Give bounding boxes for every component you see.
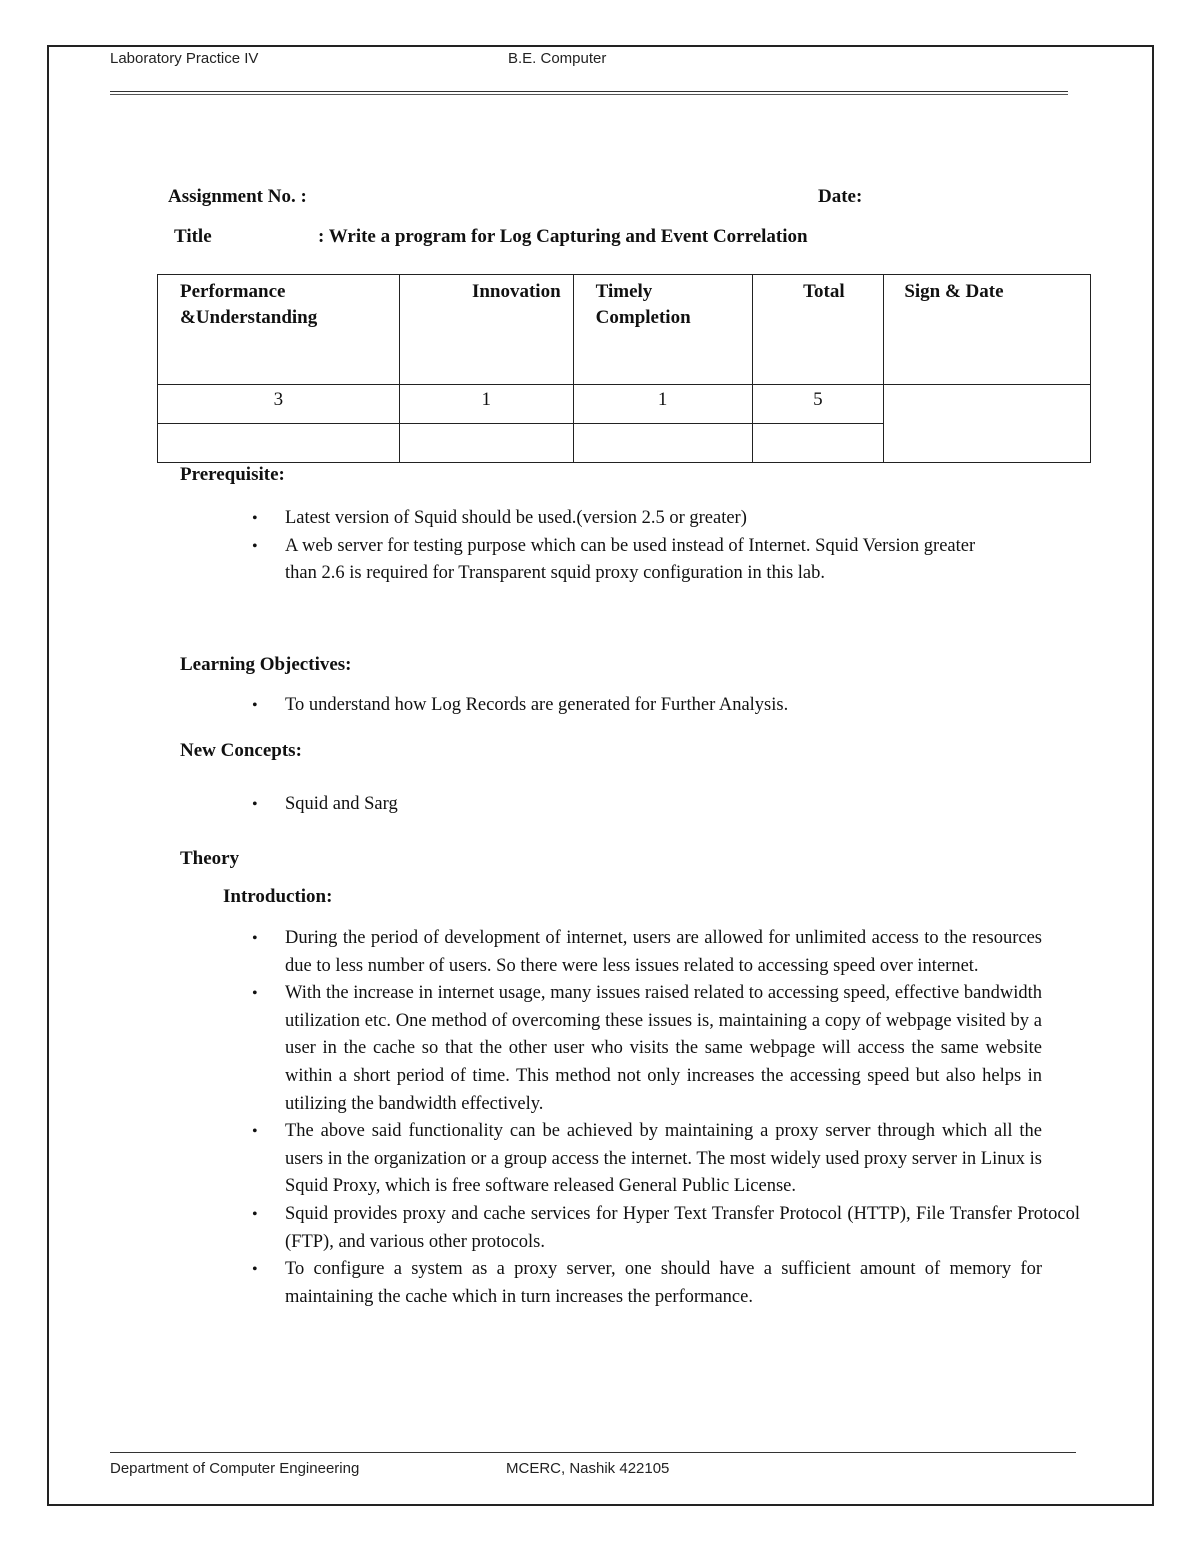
max-total: 5 <box>752 385 884 424</box>
header-rule <box>110 91 1068 92</box>
sign-date-cell <box>884 385 1091 463</box>
header-sign-date <box>884 275 1091 385</box>
marks-table <box>157 274 1091 463</box>
header-timely-line1: Timely <box>595 281 653 302</box>
header-timely-line2: Completion <box>595 307 691 328</box>
date-label: Date: <box>818 186 863 207</box>
new-concepts-heading: New Concepts: <box>180 740 302 761</box>
introduction-subheading: Introduction: <box>223 886 333 907</box>
list-item: • Squid provides proxy and cache services for Hyper Text Transfer Protocol (HTTP), File Transfer Protocol (FTP), and various other protocols. <box>285 1201 1080 1256</box>
header-innovation-text: Innovation <box>471 281 561 302</box>
header-timely <box>573 275 752 385</box>
list-item: • To understand how Log Records are generated for Further Analysis. <box>285 692 1045 720</box>
header-left: Laboratory Practice IV <box>110 50 259 67</box>
header-performance-line2: &Understanding <box>180 307 318 328</box>
header-performance <box>158 275 400 385</box>
obtained-performance <box>158 424 400 463</box>
obtained-innovation <box>399 424 573 463</box>
list-item: • During the period of development of internet, users are allowed for unlimited access to the resources due to less number of users. So there were less issues related to accessing speed over internet. <box>285 925 1042 980</box>
list-item: • A web server for testing purpose which can be used instead of Internet. Squid Version greater than 2.6 is required for Transparent squid proxy configuration in this lab. <box>285 533 980 588</box>
max-timely: 1 <box>573 385 752 424</box>
learning-objectives-heading: Learning Objectives: <box>180 654 352 675</box>
obtained-timely <box>573 424 752 463</box>
footer-rule <box>110 1452 1076 1453</box>
theory-heading: Theory <box>180 848 240 869</box>
header-performance-line1: Performance <box>180 281 286 302</box>
prerequisite-list <box>285 505 985 588</box>
assignment-label: Assignment No. : <box>168 186 307 207</box>
theory-list <box>285 925 1080 1311</box>
new-concepts-list <box>285 791 1045 819</box>
max-innovation: 1 <box>399 385 573 424</box>
header-sign-text: Sign & Date <box>904 281 1004 302</box>
list-item: • With the increase in internet usage, many issues raised related to accessing speed, effective bandwidth utilization etc. One method of overcoming these issues is, maintaining a copy of webpage visited by a user in the cache so that the other user who visits the same webpage will access the same website within a short period of time. This method not only increases the accessing speed but also helps in utilizing the bandwidth effectively. <box>285 980 1042 1118</box>
list-item: • Squid and Sarg <box>285 791 1045 819</box>
footer-left: Department of Computer Engineering <box>110 1460 360 1477</box>
header-total-text: Total <box>803 281 845 302</box>
title-label: Title <box>174 226 212 247</box>
max-marks-row <box>158 385 1091 424</box>
title-value: : Write a program for Log Capturing and Event Correlation <box>318 226 808 247</box>
header-total <box>752 275 884 385</box>
list-item: • To configure a system as a proxy server, one should have a sufficient amount of memory for maintaining the cache which in turn increases the performance. <box>285 1256 1042 1311</box>
prerequisite-heading: Prerequisite: <box>180 464 285 485</box>
learning-objectives-list <box>285 692 1045 720</box>
list-item: • The above said functionality can be achieved by maintaining a proxy server through which all the users in the organization or a group access the internet. The most widely used proxy server in Linux is Squid Proxy, which is free software released General Public License. <box>285 1118 1042 1201</box>
header-innovation <box>399 275 573 385</box>
header-rule-secondary <box>110 94 1068 95</box>
header-center: B.E. Computer <box>508 50 607 67</box>
marks-header-row <box>158 275 1091 385</box>
list-item: • Latest version of Squid should be used.(version 2.5 or greater) <box>285 505 985 533</box>
footer-center: MCERC, Nashik 422105 <box>506 1460 670 1477</box>
obtained-total <box>752 424 884 463</box>
max-performance: 3 <box>158 385 400 424</box>
